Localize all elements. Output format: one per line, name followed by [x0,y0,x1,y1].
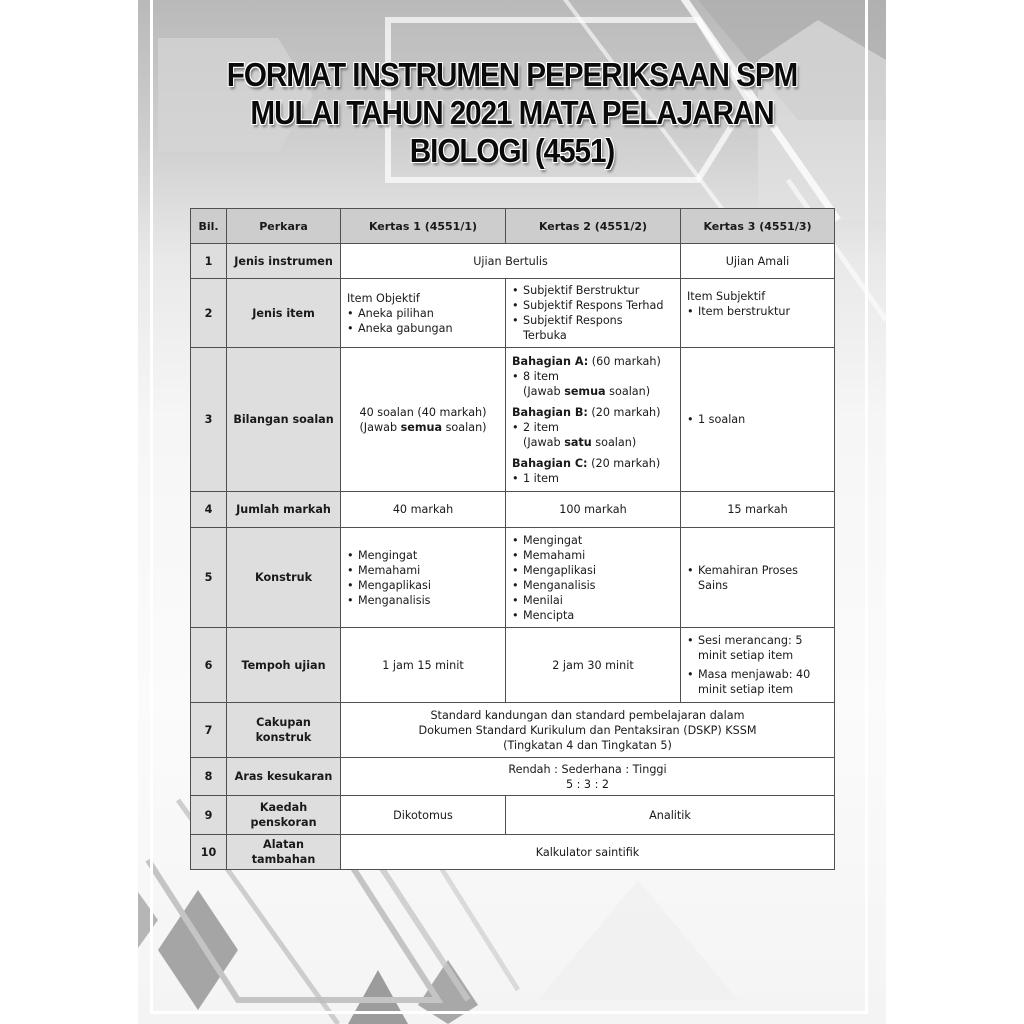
list-item: • Subjektif Respons Terbuka [512,313,674,343]
cell-kertas-3: 15 markah [681,492,835,528]
cell-kertas-2 [506,348,681,492]
list-item: • Memahami [347,563,499,578]
title-line-1: FORMAT INSTRUMEN PEPERIKSAAN SPM [226,56,798,93]
cell-heading: Item Subjektif [687,290,766,303]
text-line: Dokumen Standard Kurikulum dan Pentaksiran (DSKP) KSSM [418,723,757,737]
difficulty-ratio: 5 : 3 : 2 [565,777,610,791]
cell-kertas-3 [681,528,835,628]
table-row [191,528,835,628]
row-label: Aras kesukaran [227,758,341,796]
question-count: 40 soalan (40 markah) [359,405,487,419]
emphasis-text: semua [564,384,606,398]
bullet-list [512,533,674,623]
cell-kertas-1 [341,528,506,628]
row-label: Bilangan soalan [227,348,341,492]
bullet-list [512,369,674,384]
cell-kertas-2 [506,528,681,628]
cell-kertas-1-2: Ujian Bertulis [341,244,681,279]
text: soalan) [442,420,487,434]
text: soalan) [605,384,651,398]
cell-kertas-3: Ujian Amali [681,244,835,279]
text-line: Standard kandungan dan standard pembelajaran dalam [430,708,745,722]
bullet-list [687,304,828,319]
bullet-list [347,548,499,608]
list-item: • Subjektif Berstruktur [512,283,674,298]
list-item: • Aneka pilihan [347,306,499,321]
emphasis-text: semua [400,420,443,434]
list-item: • 2 item [512,420,674,435]
table-row [191,279,835,348]
table-row [191,244,835,279]
bullet-list [512,283,674,343]
list-item: • Kemahiran Proses Sains [687,563,828,593]
section-label: Bahagian A: [512,354,589,368]
cell-kertas-1 [341,348,506,492]
row-number: 5 [191,528,227,628]
row-number: 3 [191,348,227,492]
emphasis-text: satu [564,435,592,449]
table-row [191,703,835,758]
list-item: • Mengaplikasi [347,578,499,593]
text: (Jawab [523,384,565,398]
list-item: • Menganalisis [512,578,674,593]
row-number: 7 [191,703,227,758]
text: (Jawab [523,435,565,449]
cell-kertas-2 [506,279,681,348]
bullet-list [347,306,499,336]
table-row [191,348,835,492]
list-item: • Mengaplikasi [512,563,674,578]
list-item: • 1 item [512,471,674,486]
list-item: • Menganalisis [347,593,499,608]
answer-instruction [347,420,499,435]
section-a-heading [512,354,674,369]
cell-kertas-3 [681,348,835,492]
answer-instruction [512,384,674,399]
row-label: Konstruk [227,528,341,628]
row-label: Tempoh ujian [227,628,341,703]
cell-kertas-2: 2 jam 30 minit [506,628,681,703]
row-number: 1 [191,244,227,279]
text-line: (Tingkatan 4 dan Tingkatan 5) [503,738,672,752]
cell-kertas-1: Dikotomus [341,796,506,835]
list-item: • Mengingat [347,548,499,563]
bullet-list [512,420,674,435]
section-marks: (60 markah) [588,354,661,368]
list-item: • Memahami [512,548,674,563]
cell-all-papers: Kalkulator saintifik [341,835,835,870]
text: (Jawab [359,420,401,434]
header-bil: Bil. [191,209,227,244]
row-number: 4 [191,492,227,528]
difficulty-levels: Rendah : Sederhana : Tinggi [508,762,667,776]
document-page [138,0,886,1024]
cell-kertas-2-3: Analitik [506,796,835,835]
section-marks: (20 markah) [587,405,661,419]
cell-kertas-3 [681,279,835,348]
answer-instruction [512,435,674,450]
cell-all-papers [341,703,835,758]
row-label: Cakupan konstruk [227,703,341,758]
header-perkara: Perkara [227,209,341,244]
title-line-3: BIOLOGI (4551) [409,132,615,169]
table-row [191,492,835,528]
table-row [191,758,835,796]
table-header-row [191,209,835,244]
row-label: Kaedah penskoran [227,796,341,835]
header-kertas-3: Kertas 3 (4551/3) [681,209,835,244]
bullet-list [687,563,828,593]
cell-all-papers [341,758,835,796]
cell-kertas-1: 1 jam 15 minit [341,628,506,703]
list-item: • 8 item [512,369,674,384]
title-line-2: MULAI TAHUN 2021 MATA PELAJARAN [250,94,774,131]
row-number: 8 [191,758,227,796]
row-label: Alatan tambahan [227,835,341,870]
list-item: • Masa menjawab: 40 minit setiap item [687,667,828,697]
row-number: 9 [191,796,227,835]
exam-format-table [190,208,835,870]
table-row [191,796,835,835]
bullet-list [687,633,828,697]
list-item: • Mencipta [512,608,674,623]
cell-kertas-1 [341,279,506,348]
row-number: 2 [191,279,227,348]
bullet-list [512,471,674,486]
page-title [175,56,848,170]
row-number: 10 [191,835,227,870]
section-b-heading [512,405,674,420]
row-number: 6 [191,628,227,703]
header-kertas-1: Kertas 1 (4551/1) [341,209,506,244]
cell-heading: Item Objektif [347,291,420,305]
list-item: • Item berstruktur [687,304,828,319]
table-row [191,835,835,870]
cell-kertas-2: 100 markah [506,492,681,528]
section-label: Bahagian C: [512,456,588,470]
list-item: • Menilai [512,593,674,608]
cell-kertas-3 [681,628,835,703]
bullet-list [687,412,828,427]
row-label: Jumlah markah [227,492,341,528]
section-marks: (20 markah) [587,456,661,470]
list-item: • Sesi merancang: 5 minit setiap item [687,633,828,663]
section-c-heading [512,456,674,471]
cell-kertas-1: 40 markah [341,492,506,528]
row-label: Jenis instrumen [227,244,341,279]
list-item: • 1 soalan [687,412,828,427]
list-item: • Subjektif Respons Terhad [512,298,674,313]
row-label: Jenis item [227,279,341,348]
table-row [191,628,835,703]
list-item: • Mengingat [512,533,674,548]
section-label: Bahagian B: [512,405,588,419]
list-item: • Aneka gabungan [347,321,499,336]
header-kertas-2: Kertas 2 (4551/2) [506,209,681,244]
text: soalan) [591,435,637,449]
